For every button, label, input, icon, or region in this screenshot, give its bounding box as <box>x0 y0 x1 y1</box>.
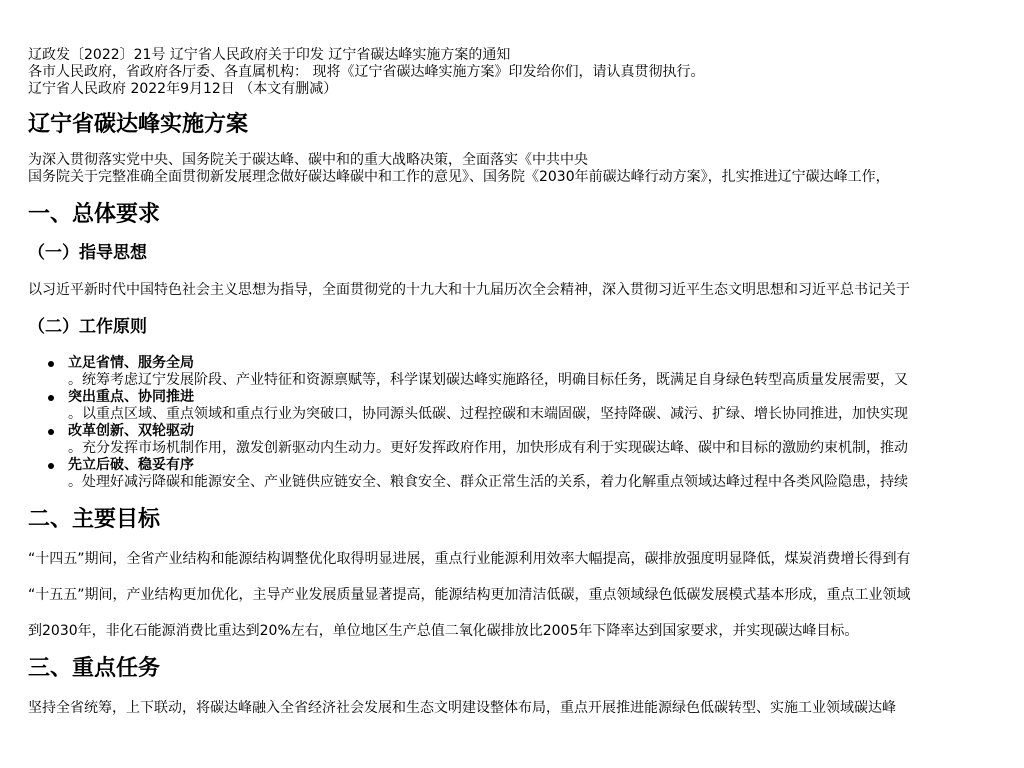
targets-paragraph-1: “十四五”期间，全省产业结构和能源结构调整优化取得明显进展，重点行业能源利用效率大幅提高，碳排放强度明显降低，煤炭消费增长得到有 <box>28 551 911 567</box>
principle-term: 立足省情、服务全局 <box>68 355 194 371</box>
list-item <box>28 389 1024 423</box>
principle-desc: 。以重点区域、重点领域和重点行业为突破口，协同源头低碳、过程控碳和末端固碳，坚持降碳、减污、扩绿、增长协同推进，加快实现 <box>68 406 908 422</box>
intro-paragraph <box>28 152 1024 186</box>
subsection-heading-work-principles: （二）工作原则 <box>28 317 147 337</box>
bullet-icon <box>48 429 54 435</box>
list-item <box>28 457 1024 491</box>
intro-line-2: 国务院关于完整准确全面贯彻新发展理念做好碳达峰碳中和工作的意见》、国务院《2030年前碳达峰行动方案》，扎实推进辽宁碳达峰工作， <box>28 169 890 185</box>
bullet-icon <box>48 395 54 401</box>
principle-desc: 。充分发挥市场机制作用，激发创新驱动内生动力。更好发挥政府作用，加快形成有利于实现碳达峰、碳中和目标的激励约束机制，推动 <box>68 440 908 456</box>
intro-line-1: 为深入贯彻落实党中央、国务院关于碳达峰、碳中和的重大战略决策，全面落实《中共中央 <box>28 152 588 168</box>
list-item <box>28 355 1024 389</box>
notice-recipients-line: 各市人民政府，省政府各厅委、各直属机构： 现将《辽宁省碳达峰实施方案》印发给你们，请认真贯彻执行。 <box>28 64 705 80</box>
notice-header <box>28 47 1024 98</box>
guiding-ideology-text: 以习近平新时代中国特色社会主义思想为指导，全面贯彻党的十九大和十九届历次全会精神，深入贯彻习近平生态文明思想和习近平总书记关于 <box>28 282 910 298</box>
principle-term: 突出重点、协同推进 <box>68 389 194 405</box>
list-item <box>28 423 1024 457</box>
targets-paragraph-2: “十五五”期间，产业结构更加优化，主导产业发展质量显著提高，能源结构更加清洁低碳，重点领域绿色低碳发展模式基本形成，重点工业领域 <box>28 587 911 603</box>
targets-paragraph-3: 到2030年，非化石能源消费比重达到20%左右，单位地区生产总值二氧化碳排放比2005年下降率达到国家要求，并实现碳达峰目标。 <box>28 623 859 639</box>
principle-desc: 。处理好减污降碳和能源安全、产业链供应链安全、粮食安全、群众正常生活的关系，着力化解重点领域达峰过程中各类风险隐患，持续 <box>68 474 908 490</box>
notice-date-line: 辽宁省人民政府 2022年9月12日 （本文有删减） <box>28 81 338 97</box>
document-page <box>28 47 1024 717</box>
principle-desc: 。统筹考虑辽宁发展阶段、产业特征和资源禀赋等，科学谋划碳达峰实施路径，明确目标任务，既满足自身绿色转型高质量发展需要，又 <box>68 372 908 388</box>
page-title: 辽宁省碳达峰实施方案 <box>28 112 249 137</box>
tasks-paragraph-1: 坚持全省统筹，上下联动，将碳达峰融入全省经济社会发展和生态文明建设整体布局，重点开展推进能源绿色低碳转型、实施工业领域碳达峰 <box>28 700 896 716</box>
principle-term: 改革创新、双轮驱动 <box>68 423 194 439</box>
principles-list <box>28 355 1024 491</box>
bullet-icon <box>48 463 54 469</box>
section-heading-key-tasks: 三、重点任务 <box>28 656 161 681</box>
section-heading-main-targets: 二、主要目标 <box>28 507 161 532</box>
principle-term: 先立后破、稳妥有序 <box>68 457 194 473</box>
section-heading-general-requirements: 一、总体要求 <box>28 202 161 227</box>
bullet-icon <box>48 361 54 367</box>
notice-doc-number-line: 辽政发〔2022〕21号 辽宁省人民政府关于印发 辽宁省碳达峰实施方案的通知 <box>28 47 511 63</box>
subsection-heading-guiding-ideology: （一）指导思想 <box>28 243 147 263</box>
